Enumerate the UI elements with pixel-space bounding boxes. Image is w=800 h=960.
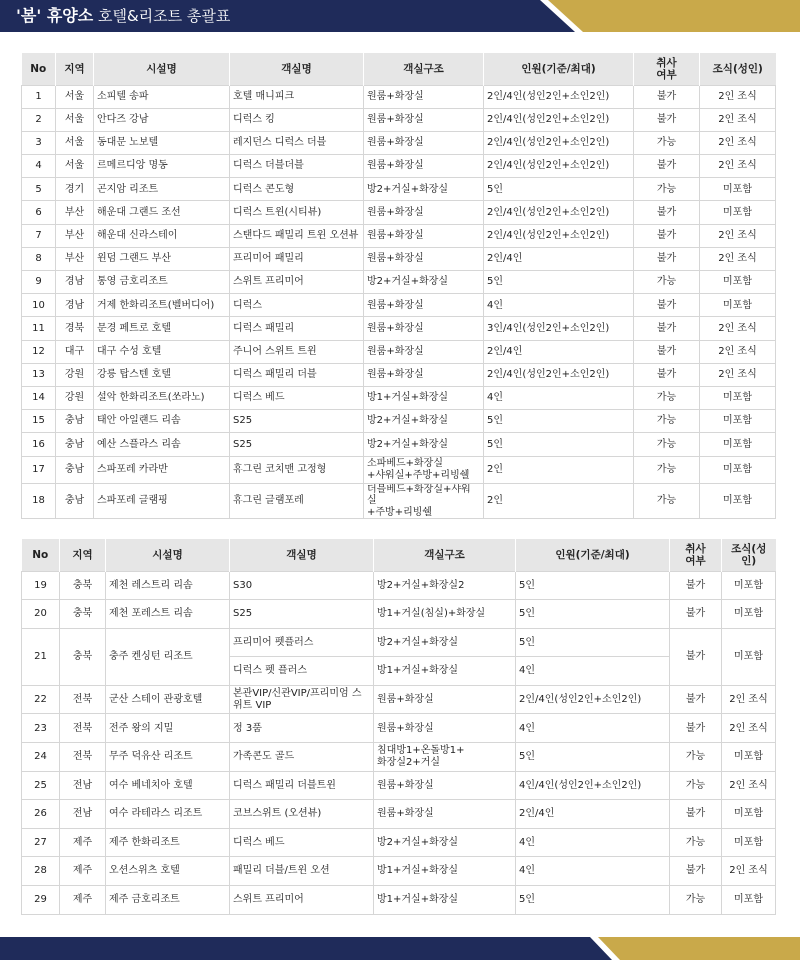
row-facility-cell: 문경 페트로 호텔 xyxy=(94,317,230,340)
page-title-rest: 호텔&리조트 총괄표 xyxy=(93,7,231,25)
row-capacity-cell: 2인/4인(성인2인+소인2인) xyxy=(484,155,634,178)
row-room-cell: 휴그린 코치맨 고정형 xyxy=(230,456,364,483)
row-no-cell: 22 xyxy=(22,685,60,714)
row-room-cell: S30 xyxy=(230,571,374,600)
hotel-table-1 xyxy=(21,53,776,519)
row-capacity-cell: 4인 xyxy=(516,714,670,743)
row-room-cell: 스위트 프리미어 xyxy=(230,886,374,915)
row-breakfast-cell: 미포함 xyxy=(722,628,776,685)
row-breakfast-cell: 2인 조식 xyxy=(722,685,776,714)
row-structure-cell: 원룸+화장실 xyxy=(364,247,484,270)
row-no-cell: 16 xyxy=(22,433,56,456)
col-facility-header: 시설명 xyxy=(106,539,230,571)
table-row xyxy=(22,743,776,772)
header-banner xyxy=(0,0,800,32)
row-breakfast-cell: 2인 조식 xyxy=(700,247,776,270)
row-cooking-cell: 불가 xyxy=(670,600,722,629)
row-capacity-cell: 2인/4인 xyxy=(516,800,670,829)
row-cooking-cell: 가능 xyxy=(634,410,700,433)
row-cooking-cell: 가능 xyxy=(634,483,700,519)
col-room-header: 객실명 xyxy=(230,539,374,571)
row-facility-cell: 충주 켄싱턴 리조트 xyxy=(106,628,230,685)
row-cooking-cell: 불가 xyxy=(634,224,700,247)
row-room-cell: 디럭스 xyxy=(230,294,364,317)
row-room-cell: 스위트 프리미어 xyxy=(230,271,364,294)
row-capacity-cell: 3인/4인(성인2인+소인2인) xyxy=(484,317,634,340)
table-header-row xyxy=(22,53,776,85)
row-facility-cell: 윈덤 그랜드 부산 xyxy=(94,247,230,270)
row-structure-cell: 더블베드+화장실+샤워실 +주방+리빙쉘 xyxy=(364,483,484,519)
row-breakfast-cell: 2인 조식 xyxy=(700,85,776,108)
row-capacity-cell: 4인 xyxy=(516,657,670,686)
row-breakfast-cell: 미포함 xyxy=(722,743,776,772)
row-breakfast-cell: 미포함 xyxy=(700,410,776,433)
row-breakfast-cell: 2인 조식 xyxy=(700,363,776,386)
table-row xyxy=(22,571,776,600)
table-row xyxy=(22,685,776,714)
row-capacity-cell: 5인 xyxy=(484,271,634,294)
row-structure-cell: 방2+거실+화장실2 xyxy=(374,571,516,600)
col-no-header: No xyxy=(22,53,56,85)
row-structure-cell: 방1+거실+화장실 xyxy=(374,657,516,686)
row-cooking-cell: 불가 xyxy=(634,363,700,386)
row-room-cell: 본관VIP/신관VIP/프리미엄 스위트 VIP xyxy=(230,685,374,714)
row-room-cell: 레지던스 디럭스 더블 xyxy=(230,131,364,154)
row-no-cell: 19 xyxy=(22,571,60,600)
row-facility-cell: 오션스위츠 호텔 xyxy=(106,857,230,886)
row-region-cell: 서울 xyxy=(56,85,94,108)
row-room-cell: 디럭스 베드 xyxy=(230,386,364,409)
row-facility-cell: 해운대 신라스테이 xyxy=(94,224,230,247)
row-cooking-cell: 가능 xyxy=(634,271,700,294)
row-breakfast-cell: 2인 조식 xyxy=(722,771,776,800)
row-facility-cell: 여수 라테라스 리조트 xyxy=(106,800,230,829)
row-structure-cell: 원룸+화장실 xyxy=(374,714,516,743)
table-row xyxy=(22,224,776,247)
table-row xyxy=(22,886,776,915)
row-structure-cell: 방1+거실(침실)+화장실 xyxy=(374,600,516,629)
table-row xyxy=(22,155,776,178)
row-room-cell: 디럭스 패밀리 xyxy=(230,317,364,340)
row-room-cell: 정 3품 xyxy=(230,714,374,743)
row-cooking-cell: 가능 xyxy=(634,433,700,456)
row-capacity-cell: 4인 xyxy=(516,828,670,857)
row-cooking-cell: 불가 xyxy=(634,317,700,340)
row-breakfast-cell: 2인 조식 xyxy=(700,108,776,131)
row-room-cell: 디럭스 베드 xyxy=(230,828,374,857)
row-no-cell: 12 xyxy=(22,340,56,363)
row-capacity-cell: 2인/4인(성인2인+소인2인) xyxy=(484,131,634,154)
row-capacity-cell: 2인/4인 xyxy=(484,247,634,270)
row-facility-cell: 무주 덕유산 리조트 xyxy=(106,743,230,772)
row-cooking-cell: 불가 xyxy=(634,85,700,108)
row-room-cell: 디럭스 패밀리 더블트윈 xyxy=(230,771,374,800)
row-no-cell: 10 xyxy=(22,294,56,317)
row-no-cell: 13 xyxy=(22,363,56,386)
table-row xyxy=(22,433,776,456)
row-capacity-cell: 4인 xyxy=(516,857,670,886)
row-room-cell: 호텔 매니피크 xyxy=(230,85,364,108)
row-no-cell: 2 xyxy=(22,108,56,131)
row-room-cell: 가족콘도 골드 xyxy=(230,743,374,772)
row-no-cell: 21 xyxy=(22,628,60,685)
row-capacity-cell: 5인 xyxy=(516,628,670,657)
row-facility-cell: 대구 수성 호텔 xyxy=(94,340,230,363)
row-capacity-cell: 2인/4인(성인2인+소인2인) xyxy=(484,201,634,224)
page-title-bold: '봄' 휴양소 xyxy=(16,6,94,25)
row-breakfast-cell: 미포함 xyxy=(700,386,776,409)
footer-banner xyxy=(0,937,800,960)
row-region-cell: 경북 xyxy=(56,317,94,340)
row-breakfast-cell: 미포함 xyxy=(722,800,776,829)
col-cooking-header: 취사 여부 xyxy=(670,539,722,571)
row-structure-cell: 원룸+화장실 xyxy=(374,800,516,829)
table-row xyxy=(22,628,776,657)
row-structure-cell: 방2+거실+화장실 xyxy=(364,433,484,456)
table-row xyxy=(22,386,776,409)
row-region-cell: 대구 xyxy=(56,340,94,363)
row-no-cell: 14 xyxy=(22,386,56,409)
row-region-cell: 충북 xyxy=(60,628,106,685)
row-cooking-cell: 불가 xyxy=(634,294,700,317)
row-room-cell: 프리미어 펫플러스 xyxy=(230,628,374,657)
table-row xyxy=(22,247,776,270)
row-structure-cell: 원룸+화장실 xyxy=(364,131,484,154)
row-breakfast-cell: 미포함 xyxy=(700,483,776,519)
row-no-cell: 6 xyxy=(22,201,56,224)
row-no-cell: 4 xyxy=(22,155,56,178)
row-structure-cell: 원룸+화장실 xyxy=(364,108,484,131)
row-room-cell: 디럭스 킹 xyxy=(230,108,364,131)
row-breakfast-cell: 미포함 xyxy=(722,600,776,629)
row-region-cell: 강원 xyxy=(56,363,94,386)
row-capacity-cell: 4인/4인(성인2인+소인2인) xyxy=(516,771,670,800)
row-no-cell: 28 xyxy=(22,857,60,886)
row-capacity-cell: 5인 xyxy=(484,410,634,433)
row-facility-cell: 거제 한화리조트(벨버디어) xyxy=(94,294,230,317)
row-region-cell: 강원 xyxy=(56,386,94,409)
row-facility-cell: 해운대 그랜드 조선 xyxy=(94,201,230,224)
row-no-cell: 20 xyxy=(22,600,60,629)
row-structure-cell: 방2+거실+화장실 xyxy=(364,178,484,201)
row-facility-cell: 예산 스플라스 리솜 xyxy=(94,433,230,456)
row-region-cell: 전북 xyxy=(60,685,106,714)
row-breakfast-cell: 2인 조식 xyxy=(700,131,776,154)
col-region-header: 지역 xyxy=(56,53,94,85)
row-capacity-cell: 2인/4인 xyxy=(484,340,634,363)
row-structure-cell: 원룸+화장실 xyxy=(364,201,484,224)
row-room-cell: S25 xyxy=(230,433,364,456)
row-region-cell: 경남 xyxy=(56,271,94,294)
row-facility-cell: 안다즈 강남 xyxy=(94,108,230,131)
row-structure-cell: 방1+거실+화장실 xyxy=(364,386,484,409)
row-no-cell: 8 xyxy=(22,247,56,270)
row-cooking-cell: 가능 xyxy=(634,386,700,409)
row-breakfast-cell: 미포함 xyxy=(700,178,776,201)
table-row xyxy=(22,771,776,800)
row-breakfast-cell: 2인 조식 xyxy=(700,155,776,178)
row-no-cell: 25 xyxy=(22,771,60,800)
col-no-header: No xyxy=(22,539,60,571)
row-cooking-cell: 불가 xyxy=(670,571,722,600)
row-room-cell: 스탠다드 패밀리 트윈 오션뷰 xyxy=(230,224,364,247)
row-region-cell: 제주 xyxy=(60,857,106,886)
row-room-cell: 패밀리 더블/트윈 오션 xyxy=(230,857,374,886)
row-no-cell: 26 xyxy=(22,800,60,829)
row-capacity-cell: 5인 xyxy=(516,743,670,772)
row-cooking-cell: 불가 xyxy=(670,714,722,743)
table-row xyxy=(22,178,776,201)
table-row xyxy=(22,410,776,433)
row-breakfast-cell: 미포함 xyxy=(722,828,776,857)
row-structure-cell: 방1+거실+화장실 xyxy=(374,886,516,915)
row-region-cell: 충남 xyxy=(56,483,94,519)
row-region-cell: 충북 xyxy=(60,571,106,600)
table-2-body xyxy=(22,571,776,914)
row-breakfast-cell: 2인 조식 xyxy=(700,224,776,247)
table-row xyxy=(22,714,776,743)
row-cooking-cell: 가능 xyxy=(670,743,722,772)
table-row xyxy=(22,456,776,483)
row-room-cell: 디럭스 펫 플러스 xyxy=(230,657,374,686)
row-structure-cell: 침대방1+온돌방1+ 화장실2+거실 xyxy=(374,743,516,772)
row-facility-cell: 스파포레 글램핑 xyxy=(94,483,230,519)
row-cooking-cell: 가능 xyxy=(634,456,700,483)
row-region-cell: 서울 xyxy=(56,155,94,178)
row-facility-cell: 소피텔 송파 xyxy=(94,85,230,108)
table-row xyxy=(22,800,776,829)
row-no-cell: 24 xyxy=(22,743,60,772)
row-structure-cell: 원룸+화장실 xyxy=(364,317,484,340)
col-region-header: 지역 xyxy=(60,539,106,571)
row-facility-cell: 전주 왕의 지밀 xyxy=(106,714,230,743)
row-cooking-cell: 불가 xyxy=(634,247,700,270)
row-facility-cell: 태안 아일랜드 리솜 xyxy=(94,410,230,433)
row-room-cell: 휴그린 글램포레 xyxy=(230,483,364,519)
row-structure-cell: 원룸+화장실 xyxy=(364,85,484,108)
row-no-cell: 23 xyxy=(22,714,60,743)
row-room-cell: 디럭스 패밀리 더블 xyxy=(230,363,364,386)
row-room-cell: 주니어 스위트 트윈 xyxy=(230,340,364,363)
row-no-cell: 1 xyxy=(22,85,56,108)
row-breakfast-cell: 미포함 xyxy=(700,433,776,456)
row-region-cell: 충남 xyxy=(56,433,94,456)
row-capacity-cell: 2인/4인(성인2인+소인2인) xyxy=(484,108,634,131)
row-structure-cell: 원룸+화장실 xyxy=(364,363,484,386)
row-room-cell: 프리미어 패밀리 xyxy=(230,247,364,270)
row-cooking-cell: 가능 xyxy=(670,886,722,915)
row-no-cell: 18 xyxy=(22,483,56,519)
row-breakfast-cell: 미포함 xyxy=(700,294,776,317)
row-region-cell: 충남 xyxy=(56,410,94,433)
row-capacity-cell: 2인/4인(성인2인+소인2인) xyxy=(484,363,634,386)
row-facility-cell: 제천 포레스트 리솜 xyxy=(106,600,230,629)
col-cooking-header: 취사 여부 xyxy=(634,53,700,85)
table-row xyxy=(22,363,776,386)
row-structure-cell: 방2+거실+화장실 xyxy=(364,271,484,294)
row-region-cell: 부산 xyxy=(56,247,94,270)
row-structure-cell: 원룸+화장실 xyxy=(364,340,484,363)
row-facility-cell: 제천 레스트리 리솜 xyxy=(106,571,230,600)
row-breakfast-cell: 미포함 xyxy=(722,886,776,915)
col-breakfast-header: 조식(성인) xyxy=(700,53,776,85)
row-region-cell: 서울 xyxy=(56,131,94,154)
row-cooking-cell: 가능 xyxy=(634,131,700,154)
row-region-cell: 서울 xyxy=(56,108,94,131)
table-row xyxy=(22,340,776,363)
table-row xyxy=(22,857,776,886)
row-region-cell: 충북 xyxy=(60,600,106,629)
row-facility-cell: 곤지암 리조트 xyxy=(94,178,230,201)
row-facility-cell: 설악 한화리조트(쏘라노) xyxy=(94,386,230,409)
row-breakfast-cell: 미포함 xyxy=(700,456,776,483)
table-1-body xyxy=(22,85,776,519)
row-capacity-cell: 2인/4인(성인2인+소인2인) xyxy=(484,224,634,247)
table-row xyxy=(22,271,776,294)
row-structure-cell: 원룸+화장실 xyxy=(374,685,516,714)
row-region-cell: 제주 xyxy=(60,886,106,915)
row-region-cell: 부산 xyxy=(56,224,94,247)
row-capacity-cell: 5인 xyxy=(484,178,634,201)
row-capacity-cell: 5인 xyxy=(516,571,670,600)
hotel-table-2 xyxy=(21,539,776,915)
row-no-cell: 17 xyxy=(22,456,56,483)
row-cooking-cell: 불가 xyxy=(634,155,700,178)
table-row xyxy=(22,828,776,857)
table-row xyxy=(22,317,776,340)
row-region-cell: 전남 xyxy=(60,800,106,829)
table-row xyxy=(22,201,776,224)
row-cooking-cell: 가능 xyxy=(634,178,700,201)
row-structure-cell: 방2+거실+화장실 xyxy=(374,828,516,857)
row-structure-cell: 원룸+화장실 xyxy=(364,224,484,247)
row-no-cell: 7 xyxy=(22,224,56,247)
row-facility-cell: 강릉 탑스텐 호텔 xyxy=(94,363,230,386)
row-cooking-cell: 불가 xyxy=(670,628,722,685)
row-capacity-cell: 2인/4인(성인2인+소인2인) xyxy=(484,85,634,108)
row-breakfast-cell: 미포함 xyxy=(700,271,776,294)
row-facility-cell: 군산 스테이 관광호텔 xyxy=(106,685,230,714)
row-capacity-cell: 2인/4인(성인2인+소인2인) xyxy=(516,685,670,714)
row-region-cell: 전남 xyxy=(60,771,106,800)
row-region-cell: 제주 xyxy=(60,828,106,857)
table-row xyxy=(22,483,776,519)
table-row xyxy=(22,108,776,131)
page-title xyxy=(16,0,230,32)
col-capacity-header: 인원(기준/최대) xyxy=(516,539,670,571)
row-cooking-cell: 불가 xyxy=(634,340,700,363)
col-structure-header: 객실구조 xyxy=(374,539,516,571)
row-facility-cell: 르메르디앙 명동 xyxy=(94,155,230,178)
row-region-cell: 충남 xyxy=(56,456,94,483)
row-region-cell: 경남 xyxy=(56,294,94,317)
row-region-cell: 전북 xyxy=(60,714,106,743)
row-breakfast-cell: 2인 조식 xyxy=(700,317,776,340)
row-facility-cell: 동대문 노보텔 xyxy=(94,131,230,154)
row-cooking-cell: 불가 xyxy=(634,108,700,131)
row-region-cell: 경기 xyxy=(56,178,94,201)
row-facility-cell: 제주 한화리조트 xyxy=(106,828,230,857)
row-capacity-cell: 5인 xyxy=(516,886,670,915)
row-structure-cell: 방2+거실+화장실 xyxy=(364,410,484,433)
row-structure-cell: 원룸+화장실 xyxy=(364,155,484,178)
table-header-row xyxy=(22,539,776,571)
row-breakfast-cell: 미포함 xyxy=(722,571,776,600)
row-structure-cell: 방2+거실+화장실 xyxy=(374,628,516,657)
col-facility-header: 시설명 xyxy=(94,53,230,85)
row-no-cell: 5 xyxy=(22,178,56,201)
row-capacity-cell: 2인 xyxy=(484,456,634,483)
row-room-cell: S25 xyxy=(230,410,364,433)
row-structure-cell: 원룸+화장실 xyxy=(374,771,516,800)
row-capacity-cell: 4인 xyxy=(484,294,634,317)
row-facility-cell: 제주 금호리조트 xyxy=(106,886,230,915)
table-row xyxy=(22,294,776,317)
row-structure-cell: 원룸+화장실 xyxy=(364,294,484,317)
row-capacity-cell: 5인 xyxy=(516,600,670,629)
row-region-cell: 부산 xyxy=(56,201,94,224)
col-breakfast-header: 조식(성인) xyxy=(722,539,776,571)
row-facility-cell: 통영 금호리조트 xyxy=(94,271,230,294)
row-structure-cell: 소파베드+화장실 +샤워실+주방+리빙쉘 xyxy=(364,456,484,483)
row-region-cell: 전북 xyxy=(60,743,106,772)
row-cooking-cell: 불가 xyxy=(634,201,700,224)
row-room-cell: 디럭스 더블더블 xyxy=(230,155,364,178)
table-row xyxy=(22,131,776,154)
row-facility-cell: 스파포레 카라반 xyxy=(94,456,230,483)
row-room-cell: 코브스위트 (오션뷰) xyxy=(230,800,374,829)
row-no-cell: 27 xyxy=(22,828,60,857)
row-cooking-cell: 불가 xyxy=(670,685,722,714)
row-breakfast-cell: 2인 조식 xyxy=(722,714,776,743)
row-no-cell: 15 xyxy=(22,410,56,433)
row-room-cell: 디럭스 콘도형 xyxy=(230,178,364,201)
row-structure-cell: 방1+거실+화장실 xyxy=(374,857,516,886)
row-no-cell: 29 xyxy=(22,886,60,915)
row-no-cell: 9 xyxy=(22,271,56,294)
row-cooking-cell: 불가 xyxy=(670,800,722,829)
table-row xyxy=(22,85,776,108)
row-breakfast-cell: 미포함 xyxy=(700,201,776,224)
row-capacity-cell: 4인 xyxy=(484,386,634,409)
row-breakfast-cell: 2인 조식 xyxy=(722,857,776,886)
row-cooking-cell: 불가 xyxy=(670,857,722,886)
row-no-cell: 11 xyxy=(22,317,56,340)
row-breakfast-cell: 2인 조식 xyxy=(700,340,776,363)
table-row xyxy=(22,600,776,629)
col-capacity-header: 인원(기준/최대) xyxy=(484,53,634,85)
row-cooking-cell: 가능 xyxy=(670,771,722,800)
row-capacity-cell: 2인 xyxy=(484,483,634,519)
row-facility-cell: 여수 베네치아 호텔 xyxy=(106,771,230,800)
row-room-cell: 디럭스 트윈(시티뷰) xyxy=(230,201,364,224)
row-cooking-cell: 가능 xyxy=(670,828,722,857)
row-no-cell: 3 xyxy=(22,131,56,154)
row-room-cell: S25 xyxy=(230,600,374,629)
col-room-header: 객실명 xyxy=(230,53,364,85)
row-capacity-cell: 5인 xyxy=(484,433,634,456)
col-structure-header: 객실구조 xyxy=(364,53,484,85)
